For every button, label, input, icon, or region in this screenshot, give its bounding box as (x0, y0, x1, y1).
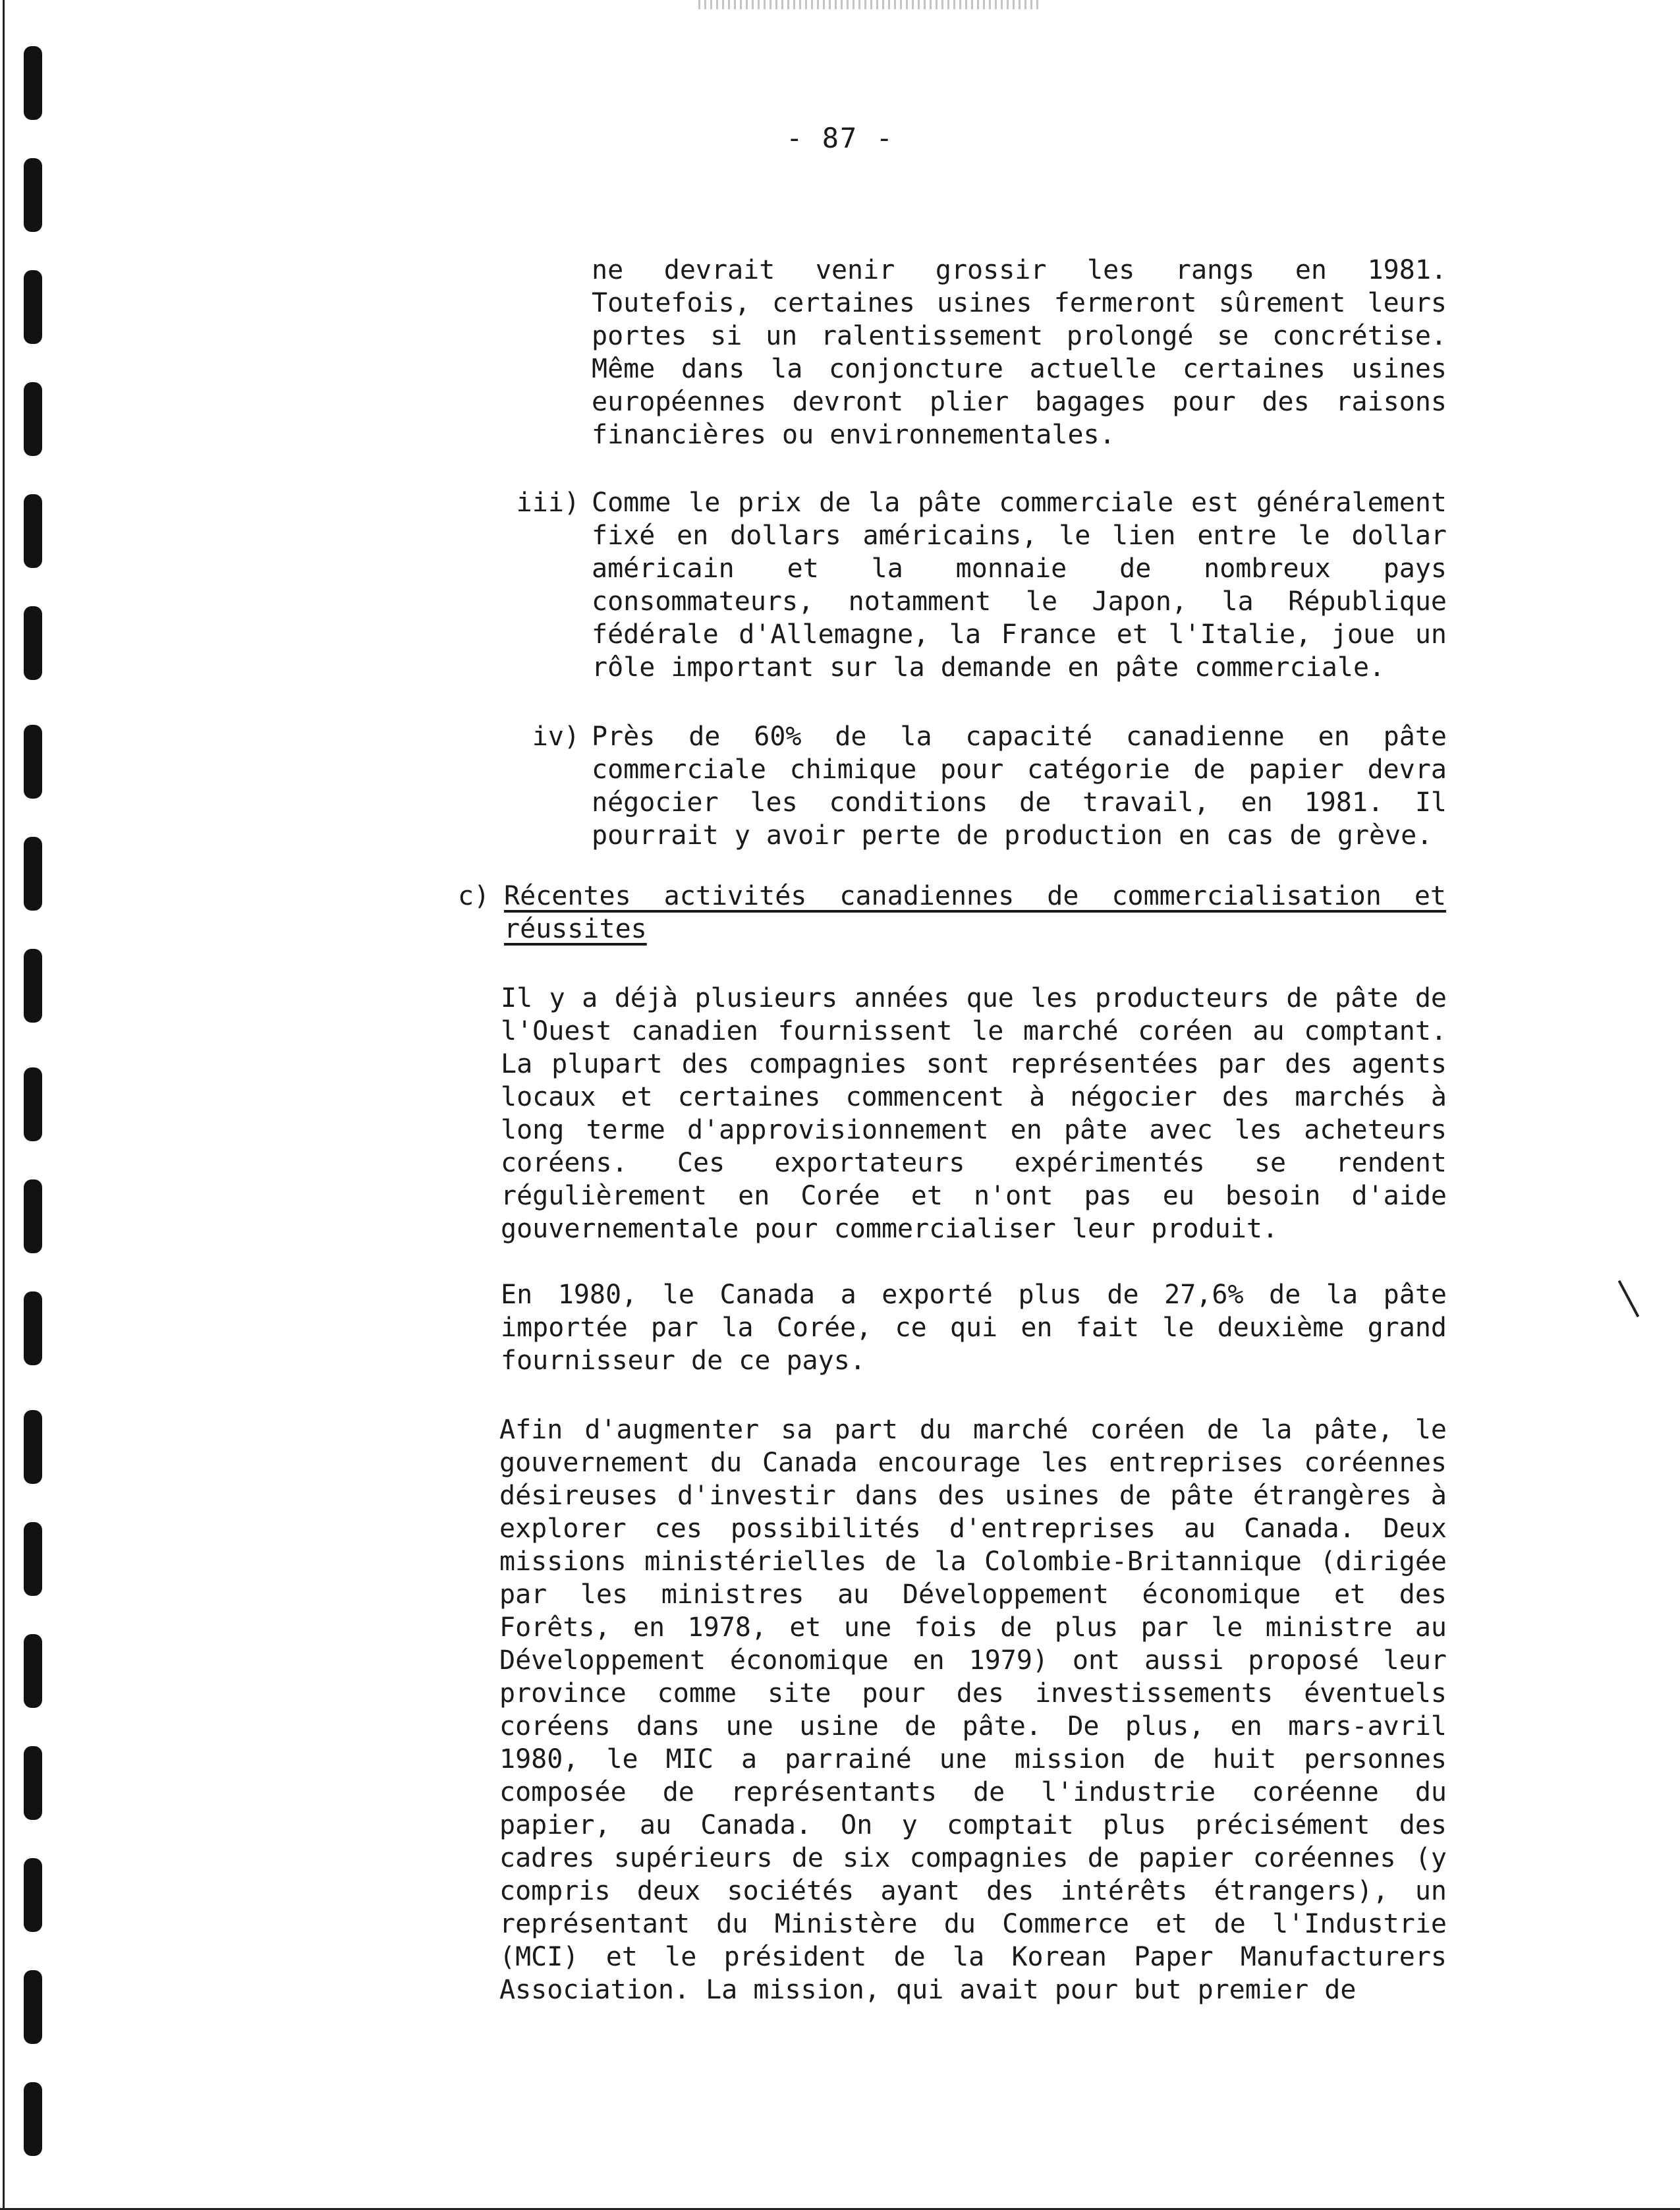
binding-hole (24, 382, 42, 456)
list-item-iv: Près de 60% de la capacité canadienne en pâte commerciale chimique pour catégorie de papier devra négocier les conditions de travail, en 1981. Il pourrait y avoir perte de production en cas de grève. (592, 722, 1447, 851)
binding-hole (24, 837, 42, 911)
binding-hole (24, 46, 42, 120)
section-heading-line2: réussites (504, 914, 647, 944)
binding-hole (24, 1291, 42, 1365)
scan-left-edge (3, 0, 5, 2210)
binding-hole (24, 494, 42, 568)
page-number: - 87 - (786, 122, 894, 154)
binding-hole (24, 1858, 42, 1932)
scan-noise (698, 0, 1041, 9)
list-marker-iii: iii) (516, 488, 580, 518)
list-item-iii: Comme le prix de la pâte commerciale est généralement fixé en dollars américains, le lien entre le dollar américain et la monnaie de nombreux pays consommateurs, notamment le Japon, la République fédérale d'Allemagne, la France et l'Italie, joue un rôle important sur la demande en pâte commerciale. (592, 488, 1447, 683)
binding-hole (24, 1410, 42, 1484)
binding-hole (24, 2082, 42, 2156)
binding-hole (24, 725, 42, 799)
binding-hole (24, 1970, 42, 2044)
binding-hole (24, 606, 42, 680)
continuation-paragraph: ne devrait venir grossir les rangs en 1981. Toutefois, certaines usines fermeront sûrement leurs portes si un ralentissement prolongé se concrétise. Même dans la conjoncture actuelle certaines usines européennes devront plier bagages pour des raisons financières ou environnementales. (592, 255, 1447, 450)
binding-hole (24, 1067, 42, 1141)
binding-hole (24, 1634, 42, 1708)
binding-hole (24, 1522, 42, 1596)
body-paragraph: En 1980, le Canada a exporté plus de 27,6% de la pâte importée par la Corée, ce qui en fait le deuxième grand fournisseur de ce pays. (501, 1280, 1447, 1376)
section-heading (504, 880, 1446, 946)
section-marker-c: c) (458, 881, 490, 911)
list-marker-iv: iv) (532, 722, 580, 752)
binding-hole (24, 1179, 42, 1253)
body-paragraph: Afin d'augmenter sa part du marché coréen de la pâte, le gouvernement du Canada encourage les entreprises coréennes désireuses d'investir dans des usines de pâte étrangères à explorer ces possibilités d'entreprises au Canada. Deux missions ministérielles de la Colombie-Britannique (dirigée par les ministres au Développement économique et des Forêts, en 1978, et une fois de plus par le ministre au Développement économique en 1979) ont aussi proposé leur province comme site pour des investissements éventuels coréens dans une usine de pâte. De plus, en mars-avril 1980, le MIC a parrainé une mission de huit personnes composée de représentants de l'industrie coréenne du papier, au Canada. On y comptait plus précisément des cadres supérieurs de six compagnies de papier coréennes (y compris deux sociétés ayant des intérêts étrangers), un représentant du Ministère du Commerce et de l'Industrie (MCI) et le président de la Korean Paper Manufacturers Association. La mission, qui avait pour but premier de (499, 1415, 1447, 2005)
margin-pen-mark (1618, 1280, 1640, 1318)
body-paragraph: Il y a déjà plusieurs années que les producteurs de pâte de l'Ouest canadien fournissent le marché coréen au comptant. La plupart des compagnies sont représentées par des agents locaux et certaines commencent à négocier des marchés à long terme d'approvisionnement en pâte avec les acheteurs coréens. Ces exportateurs expérimentés se rendent régulièrement en Corée et n'ont pas eu besoin d'aide gouvernementale pour commercialiser leur produit. (501, 983, 1447, 1244)
binding-hole (24, 270, 42, 344)
binding-hole (24, 1746, 42, 1820)
section-heading-line1: Récentes activités canadiennes de commercialisation et (504, 881, 1446, 911)
binding-hole (24, 158, 42, 232)
binding-hole (24, 949, 42, 1023)
